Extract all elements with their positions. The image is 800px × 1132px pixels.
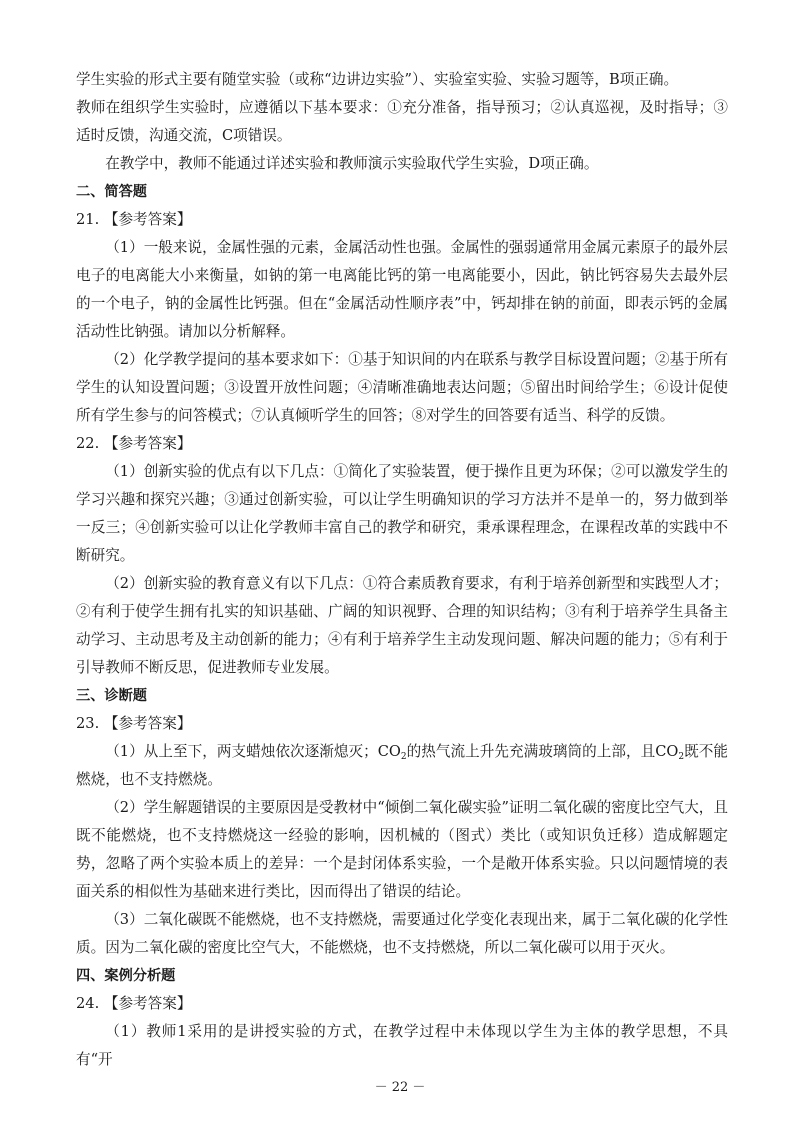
q23-p1-subscript-1: 2 bbox=[400, 752, 407, 762]
question-22-paragraph-1: （1）创新实验的优点有以下几点：①简化了实验装置，便于操作且更为环保；②可以激发学生的学习兴趣和探究兴趣；③通过创新实验，可以让学生明确知识的学习方法并不是单一的，努力做到举一反三；④创新实验可以让化学教师丰富自己的教学和研究，秉承课程理念，在课程改革的实践中不断研究。 bbox=[76, 463, 728, 564]
page-content bbox=[76, 66, 728, 1074]
page-number: － 22 － bbox=[374, 1080, 426, 1095]
q23-p1-part-a: （1）从上至下，两支蜡烛依次逐渐熄灭；CO bbox=[105, 743, 401, 760]
q23-p1-part-b: 的热气流上升先充满玻璃筒的上部，且CO bbox=[406, 743, 679, 760]
intro-line-c: 教师在组织学生实验时，应遵循以下基本要求：①充分准备，指导预习；②认真巡视，及时指导；③适时反馈，沟通交流，C项错误。 bbox=[76, 99, 728, 144]
q23-p1-subscript-2: 2 bbox=[678, 752, 685, 762]
question-23-heading: 23. 【参考答案】 bbox=[76, 715, 192, 732]
question-21-paragraph-2: （2）化学教学提问的基本要求如下：①基于知识间的内在联系与教学目标设置问题；②基于所有学生的认知设置问题；③设置开放性问题；④清晰准确地表达问题；⑤留出时间给学生；⑥设计促使所有学生参与的问答模式；⑦认真倾听学生的回答；⑧对学生的回答要有适当、科学的反馈。 bbox=[76, 351, 728, 424]
q23-p1-part-c: 既不能燃烧，也不支持燃烧。 bbox=[76, 743, 728, 788]
question-24-heading: 24. 【参考答案】 bbox=[76, 995, 192, 1012]
intro-line-b: 学生实验的形式主要有随堂实验（或称“边讲边实验”）、实验室实验、实验习题等，B项正确。 bbox=[76, 71, 679, 88]
section-title-diagnosis: 三、诊断题 bbox=[76, 688, 147, 704]
question-21-paragraph-1: （1）一般来说，金属性强的元素，金属活动性也强。金属性的强弱通常用金属元素原子的最外层电子的电离能大小来衡量，如钠的第一电离能比钙的第一电离能要小，因此，钠比钙容易失去最外层的一个电子，钠的金属性比钙强。但在“金属活动性顺序表”中，钙却排在钠的前面，即表示钙的金属活动性比钠强。请加以分析解释。 bbox=[76, 239, 728, 340]
question-22-paragraph-2: （2）创新实验的教育意义有以下几点：①符合素质教育要求，有利于培养创新型和实践型人才；②有利于使学生拥有扎实的知识基础、广阔的知识视野、合理的知识结构；③有利于培养学生具备主动学习、主动思考及主动创新的能力；④有利于培养学生主动发现问题、解决问题的能力；⑤有利于引导教师不断反思，促进教师专业发展。 bbox=[76, 575, 728, 676]
question-23-paragraph-1 bbox=[76, 738, 728, 794]
intro-line-d: 在教学中，教师不能通过详述实验和教师演示实验取代学生实验，D项正确。 bbox=[105, 155, 599, 172]
question-24-paragraph-1: （1）教师1采用的是讲授实验的方式，在教学过程中未体现以学生为主体的教学思想，不具有“开 bbox=[76, 1023, 728, 1068]
question-23-paragraph-3: （3）二氧化碳既不能燃烧，也不支持燃烧，需要通过化学变化表现出来，属于二氧化碳的化学性质。因为二氧化碳的密度比空气大，不能燃烧，也不支持燃烧，所以二氧化碳可以用于灭火。 bbox=[76, 911, 728, 956]
question-23-paragraph-2: （2）学生解题错误的主要原因是受教材中“倾倒二氧化碳实验”证明二氧化碳的密度比空气大，且既不能燃烧，也不支持燃烧这一经验的影响，因机械的（图式）类比（或知识负迁移）造成解题定势，忽略了两个实验本质上的差异：一个是封闭体系实验，一个是敞开体系实验。只以问题情境的表面关系的相似性为基础来进行类比，因而得出了错误的结论。 bbox=[76, 799, 728, 900]
question-21-heading: 21. 【参考答案】 bbox=[76, 211, 192, 228]
question-22-heading: 22. 【参考答案】 bbox=[76, 435, 192, 452]
section-title-short-answer: 二、简答题 bbox=[76, 184, 147, 200]
section-title-case-analysis: 四、案例分析题 bbox=[76, 968, 176, 984]
